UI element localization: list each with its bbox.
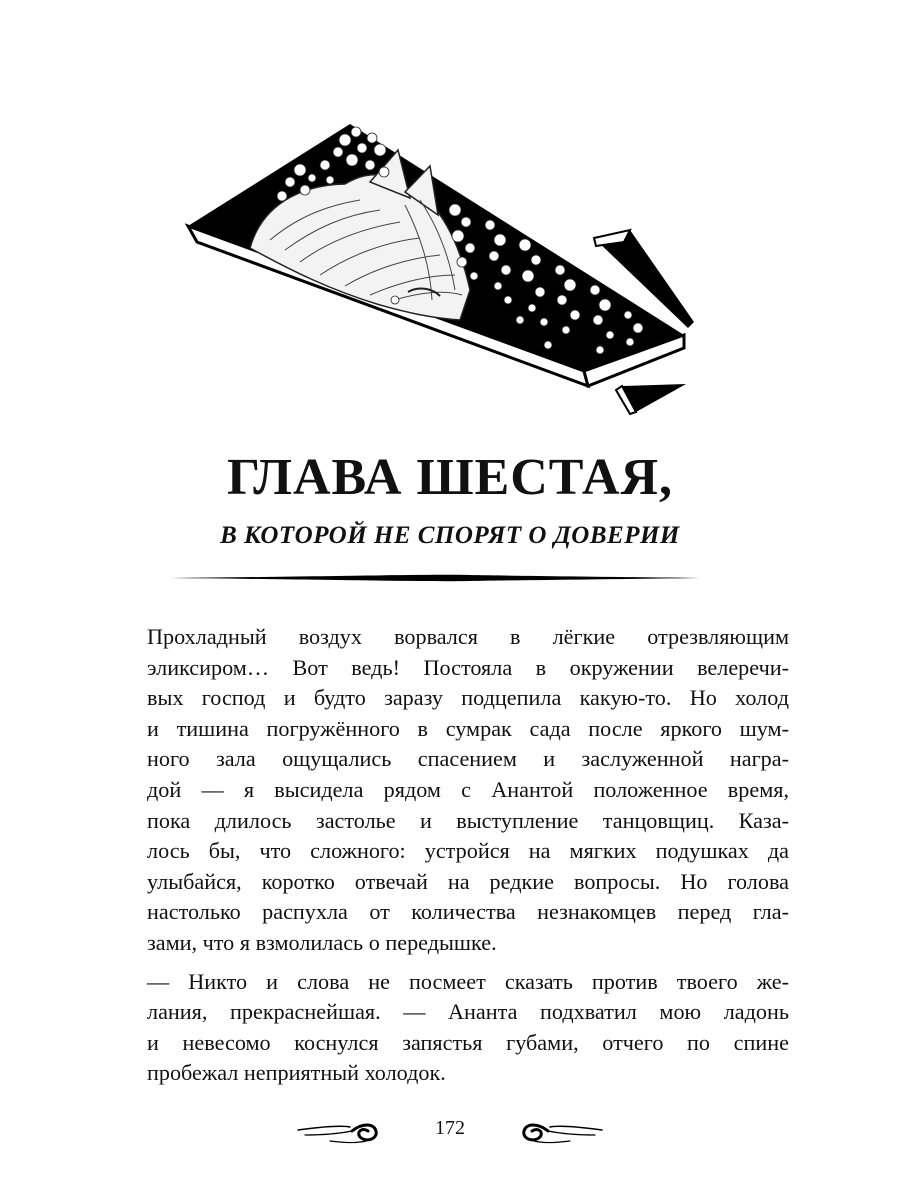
body-text — [117, 622, 789, 1089]
text-line: — Никто и слова не посмеет сказать против твоего же- — [147, 968, 789, 994]
text-line: и тишина погружённого в сумрак сада после яркого шум- — [147, 715, 789, 741]
illustration-shard-bottom — [616, 384, 686, 414]
paragraph-1 — [117, 622, 789, 959]
text-line: эликсиром… Вот ведь! Постояла в окружении велеречи- — [147, 654, 789, 680]
text-line: лось бы, что сложного: устройся на мягких подушках да — [147, 838, 789, 864]
text-line: ного зала ощущались спасением и заслуженной награ- — [147, 746, 789, 772]
text-line: улыбайся, коротко отвечай на редкие вопросы. Но голова — [147, 868, 789, 894]
page-number: 172 — [435, 1117, 465, 1139]
illustration-panel — [188, 124, 684, 386]
chapter-illustration — [0, 0, 900, 430]
paragraph-2 — [117, 967, 789, 1089]
text-line: настолько распухла от количества незнакомцев перед гла- — [147, 899, 789, 925]
text-line: пробежал неприятный холодок. — [147, 1060, 446, 1086]
text-line: пока длилось застолье и выступление танцовщиц. Каза- — [147, 807, 789, 833]
text-line: вых господ и будто заразу подцепила какую-то. Но холод — [147, 685, 789, 711]
chapter-subtitle: В КОТОРОЙ НЕ СПОРЯТ О ДОВЕРИИ — [220, 522, 680, 549]
text-line: дой — я высидела рядом с Анантой положенное время, — [147, 776, 789, 802]
chapter-title: ГЛАВА ШЕСТАЯ, — [226, 449, 674, 506]
title-divider — [170, 572, 700, 584]
text-line: зами, что я взмолилась о передышке. — [147, 929, 497, 955]
text-line: и невесомо коснулся запястья губами, отчего по спине — [147, 1029, 789, 1055]
text-line: Прохладный воздух ворвался в лёгкие отрезвляющим — [147, 624, 789, 649]
text-line: лания, прекраснейшая. — Ананта подхватил мою ладонь — [147, 999, 789, 1025]
